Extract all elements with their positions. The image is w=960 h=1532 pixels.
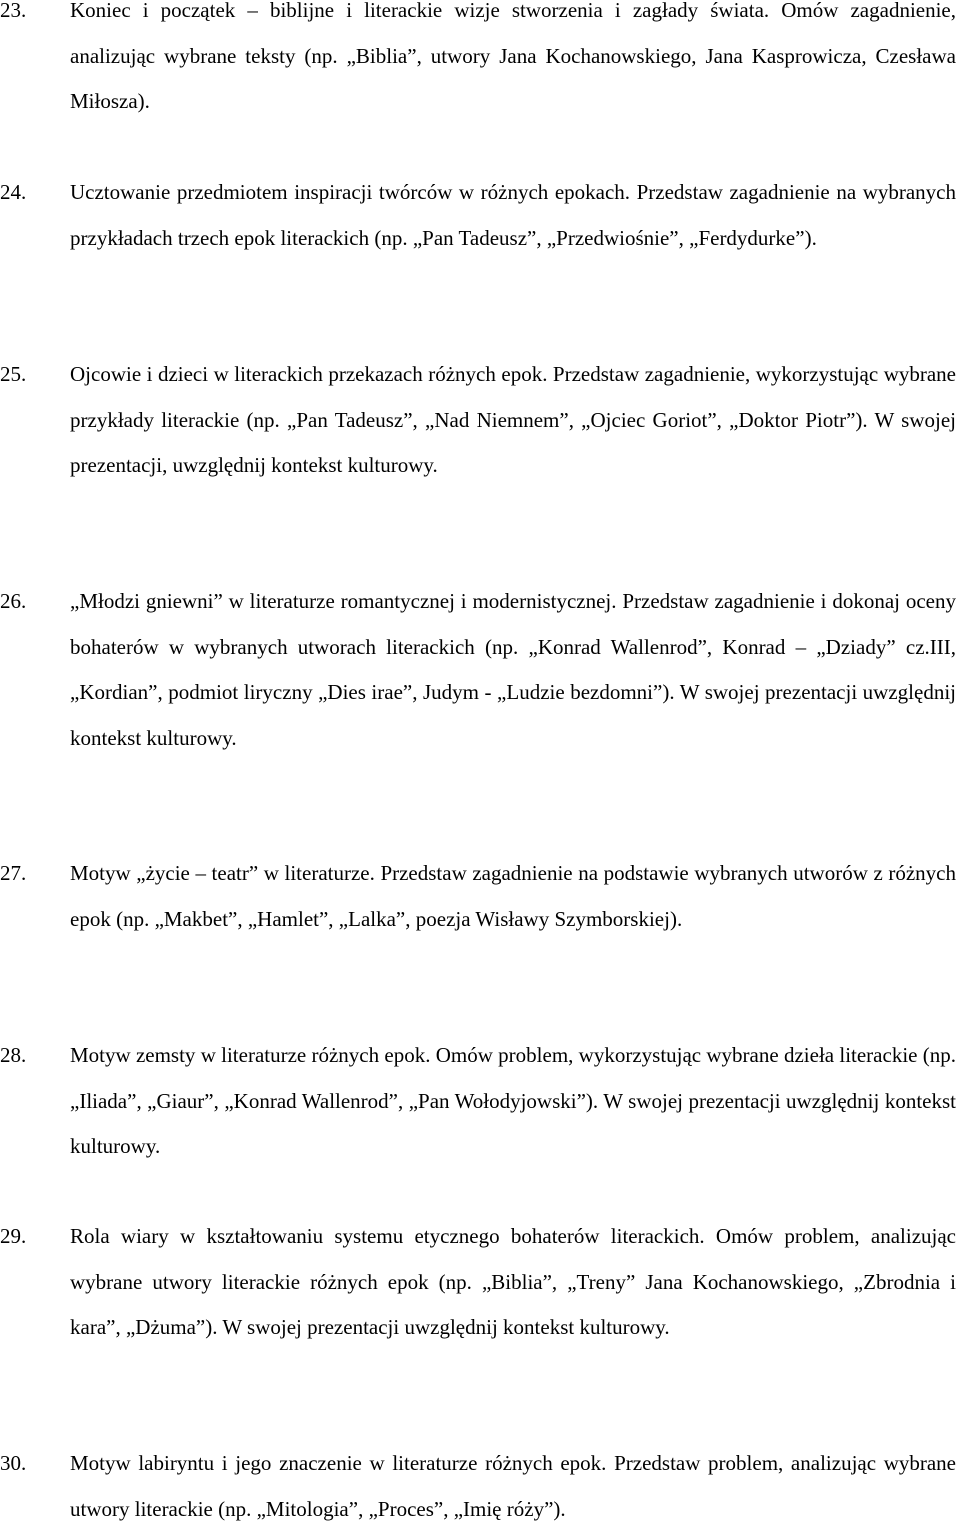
item-text: Motyw labiryntu i jego znaczenie w literaturze różnych epok. Przedstaw problem, analizując wybrane utwory literackie (np. „Mitologia”, „Proces”, „Imię róży”). — [70, 1451, 956, 1521]
item-number: 27. — [0, 861, 27, 885]
item-text: Rola wiary w kształtowaniu systemu etycznego bohaterów literackich. Omów problem, analizując wybrane utwory literackie różnych epok (np. „Biblia”, „Treny” Jana Kochanowskiego, „Zbrodnia i kara”, „Dżuma”). W swojej prezentacji uwzględnij kontekst kulturowy. — [70, 1224, 956, 1339]
item-number: 28. — [0, 1043, 27, 1067]
item-number: 26. — [0, 589, 27, 613]
item-number: 29. — [0, 1224, 27, 1248]
item-number: 24. — [0, 180, 27, 204]
item-number: 25. — [0, 362, 27, 386]
item-text: Ucztowanie przedmiotem inspiracji twórców w różnych epokach. Przedstaw zagadnienie na wybranych przykładach trzech epok literackich (np. „Pan Tadeusz”, „Przedwiośnie”, „Ferdydurke”). — [70, 180, 956, 250]
item-text: Koniec i początek – biblijne i literackie wizje stworzenia i zagłady świata. Omów zagadnienie, analizując wybrane teksty (np. „Biblia”, utwory Jana Kochanowskiego, Jana Kasprowicza, Czesława Miłosza). — [70, 0, 956, 113]
item-number: 23. — [0, 0, 27, 22]
item-text: Motyw „życie – teatr” w literaturze. Przedstaw zagadnienie na podstawie wybranych utworów z różnych epok (np. „Makbet”, „Hamlet”, „Lalka”, poezja Wisławy Szymborskiej). — [70, 861, 956, 931]
item-text: Ojcowie i dzieci w literackich przekazach różnych epok. Przedstaw zagadnienie, wykorzystując wybrane przykłady literackie (np. „Pan Tadeusz”, „Nad Niemnem”, „Ojciec Goriot”, „Doktor Piotr”). W swojej prezentacji, uwzględnij kontekst kulturowy. — [70, 362, 956, 477]
item-text: Motyw zemsty w literaturze różnych epok. Omów problem, wykorzystując wybrane dzieła literackie (np. „Iliada”, „Giaur”, „Konrad Wallenrod”, „Pan Wołodyjowski”). W swojej prezentacji uwzględnij kontekst kulturowy. — [70, 1043, 956, 1158]
item-text: „Młodzi gniewni” w literaturze romantycznej i modernistycznej. Przedstaw zagadnienie i dokonaj oceny bohaterów w wybranych utworach literackich (np. „Konrad Wallenrod”, Konrad – „Dziady” cz.III, „Kordian”, podmiot liryczny „Dies irae”, Judym - „Ludzie bezdomni”). W swojej prezentacji uwzględnij kontekst kulturowy. — [70, 589, 956, 750]
item-number: 30. — [0, 1451, 27, 1475]
